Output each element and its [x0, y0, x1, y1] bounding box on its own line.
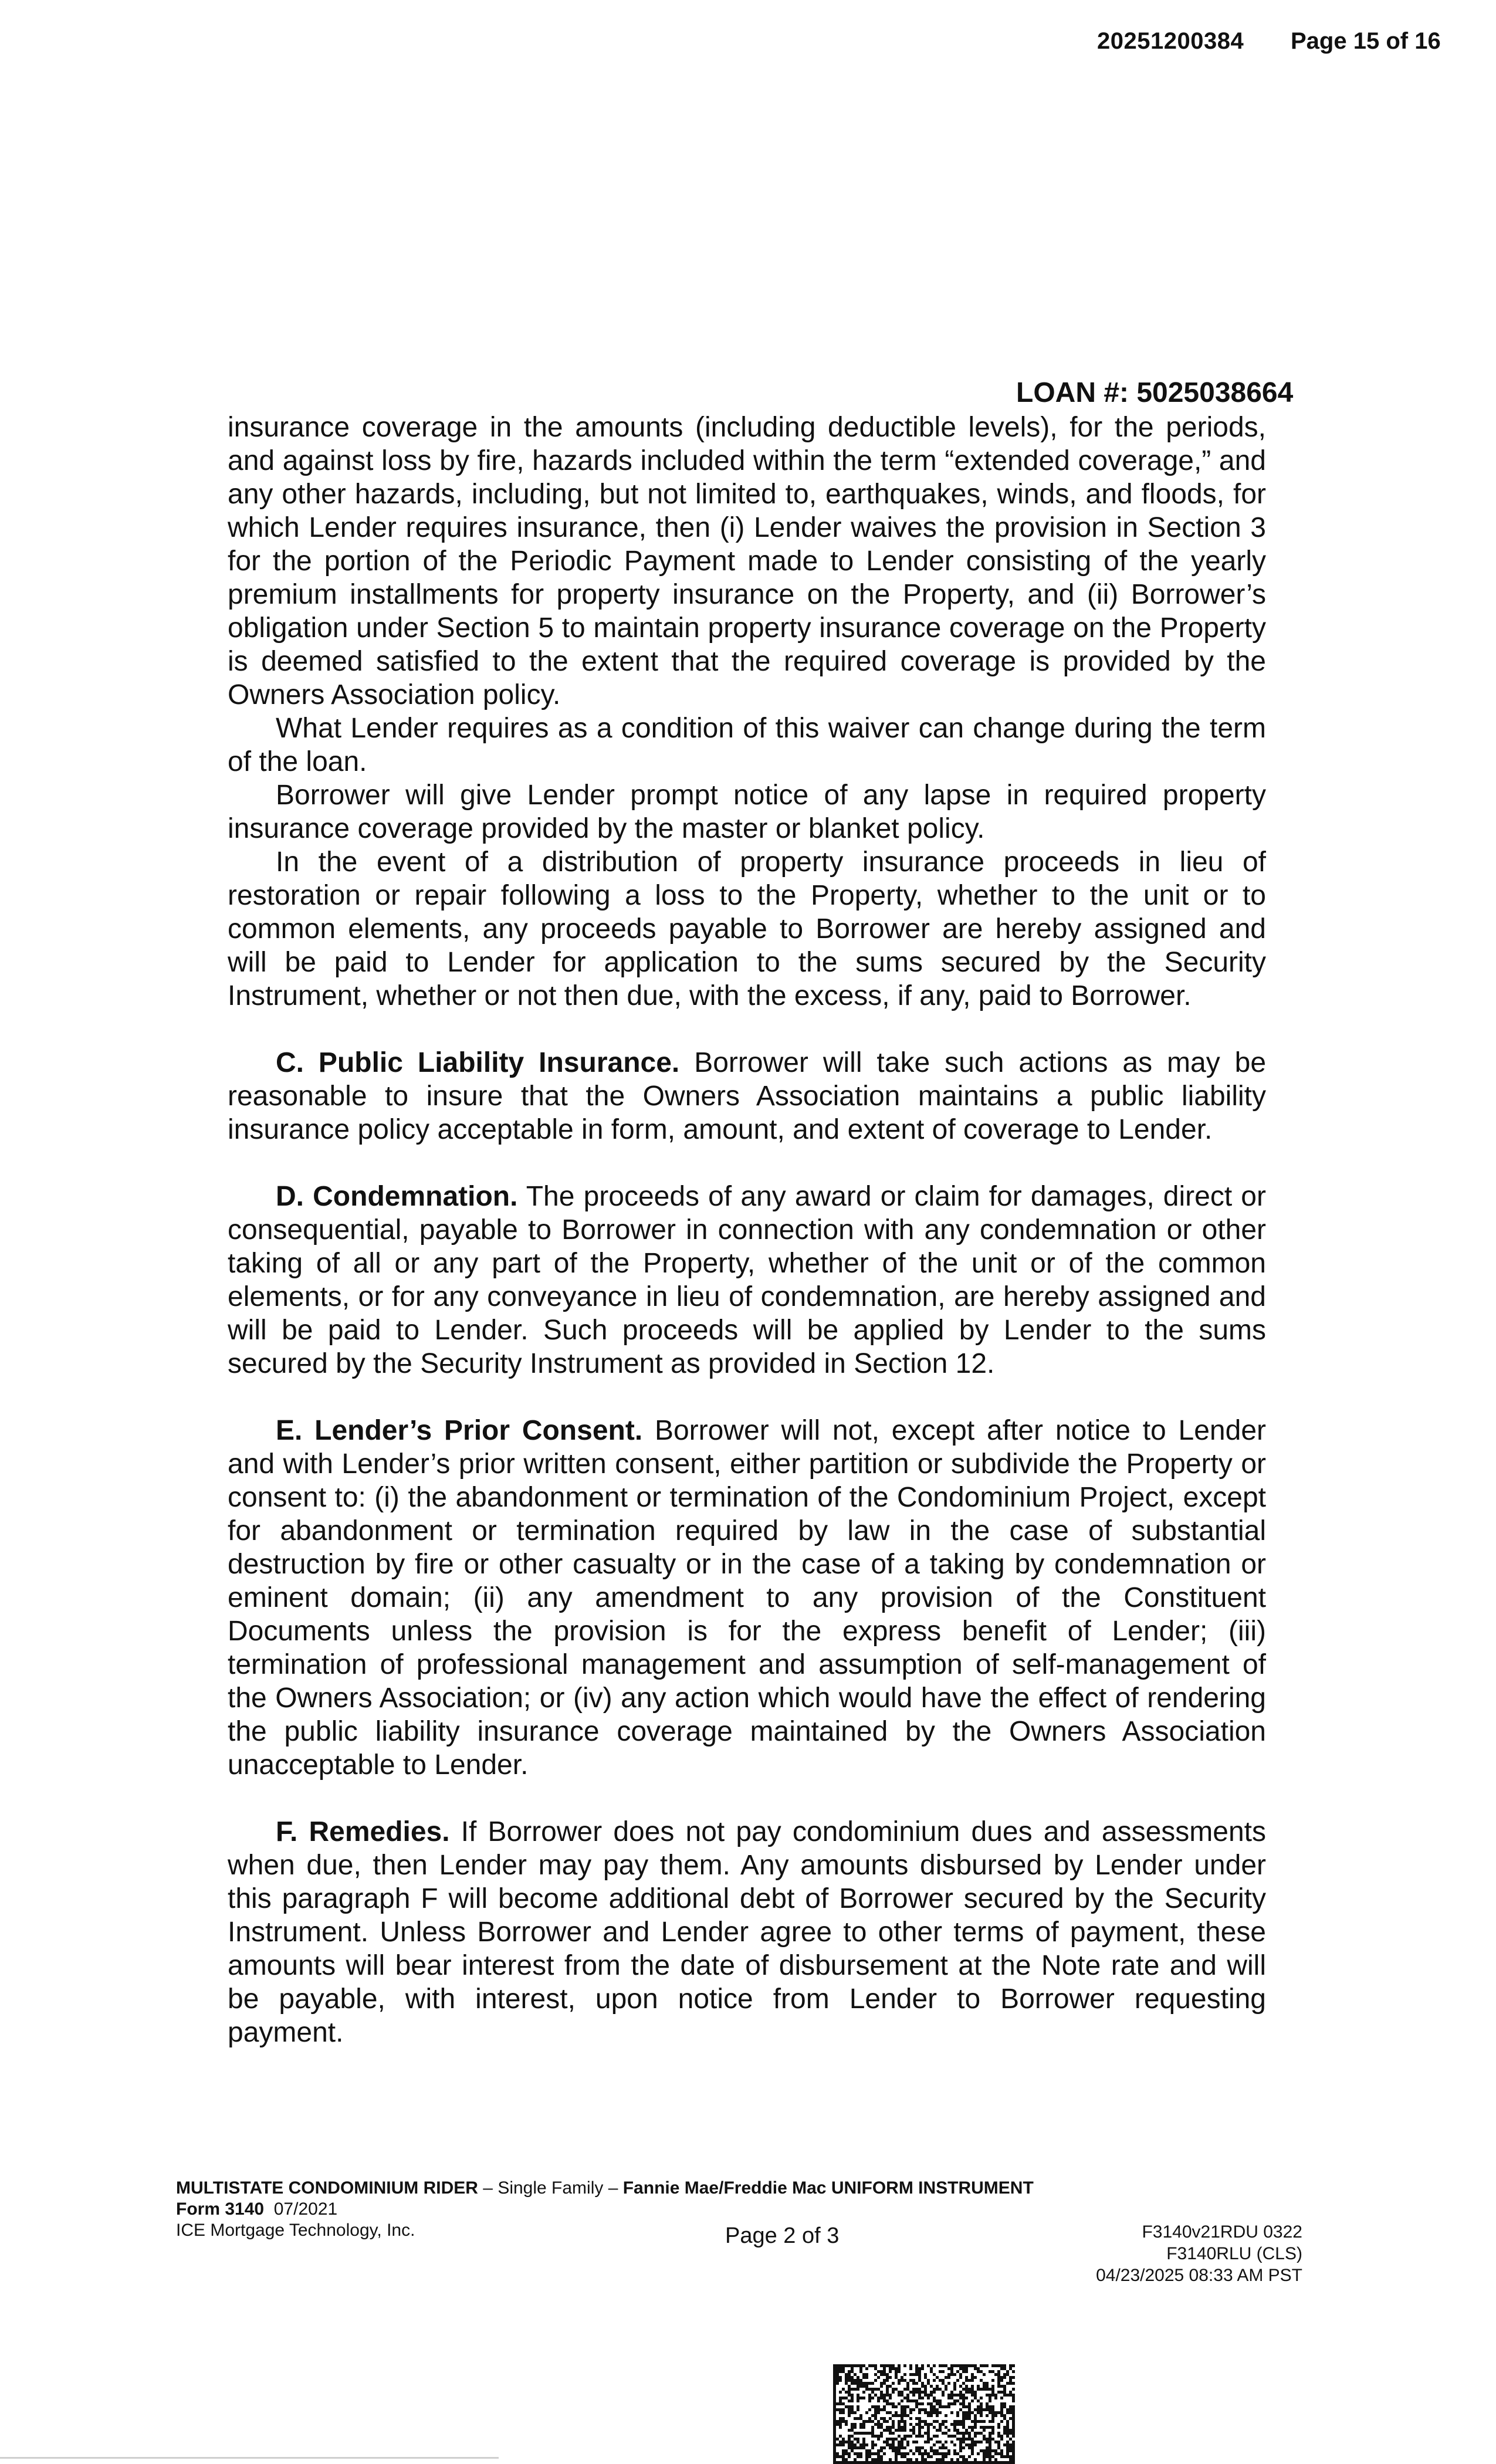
section-e-text: Borrower will not, except after notice to Lender and with Lender’s prior written consent, either partition or subdivide the Property or consent to: (i) the abandonment or termination of the Condominium Project, except for abandonment or termination required by law in the case of substantial destruction by fire or other casualty or in the case of a taking by condemnation or eminent domain; (ii) any amendment to any provision of the Constituent Documents unless the provision is for the express benefit of Lender; (iii) termination of professional management and assumption of self-management of the Owners Association; or (iv) any action which would have the effect of rendering the public liability insurance coverage maintained by the Owners Association unacceptable to Lender.	[228, 1415, 1267, 1781]
section-e-prior-consent	[228, 1414, 1266, 1782]
paragraph-waiver-condition: What Lender requires as a condition of this waiver can change during the term of the loan.	[228, 713, 1266, 777]
section-d-condemnation	[228, 1180, 1266, 1380]
section-d-text: The proceeds of any award or claim for damages, direct or consequential, payable to Borrower in connection with any condemnation or other taking of all or any part of the Property, whether of the unit or of the common elements, or for any conveyance in lieu of condemnation, are hereby assigned and will be paid to Lender. Such proceeds will be applied by Lender to the sums secured by the Security Instrument as provided in Section 12.	[228, 1181, 1266, 1379]
recording-number: 20251200384	[1097, 28, 1244, 54]
footer-rider-type: Single Family	[497, 2178, 604, 2198]
footer-rider-title: MULTISTATE CONDOMINIUM RIDER	[176, 2178, 478, 2198]
loan-number: LOAN #: 5025038664	[1016, 377, 1294, 408]
paragraph-lapse-notice: Borrower will give Lender prompt notice of any lapse in required property insurance coverage provided by the master or blanket policy.	[228, 780, 1266, 844]
section-f-heading: F. Remedies.	[276, 1816, 450, 1847]
section-d-heading: D. Condemnation.	[276, 1181, 518, 1212]
section-f-text: If Borrower does not pay condominium dues and assessments when due, then Lender may pay them. Any amounts disbursed by Lender under this paragraph F will become additional debt of Borrower secured by the Security Instrument. Unless Borrower and Lender agree to other terms of payment, these amounts will bear interest from the date of disbursement at the Note rate and will be payable, with interest, upon notice from Lender to Borrower requesting payment.	[228, 1816, 1266, 2048]
section-c-heading: C. Public Liability Insurance.	[276, 1047, 680, 1078]
footer-rider-instrument: Fannie Mae/Freddie Mac UNIFORM INSTRUMENT	[622, 2178, 1034, 2198]
footer-form-date: 07/2021	[273, 2199, 338, 2219]
footer-company: ICE Mortgage Technology, Inc.	[176, 2221, 415, 2240]
footer-form-line	[176, 2199, 1034, 2220]
footer-codes	[1009, 2221, 1302, 2286]
document-body	[228, 411, 1266, 2049]
paragraph-insurance-continued: insurance coverage in the amounts (including deductible levels), for the periods, and against loss by fire, hazards included within the term “extended coverage,” and any other hazards, including, but not limited to, earthquakes, winds, and floods, for which Lender requires insurance, then (i) Lender waives the provision in Section 3 for the portion of the Periodic Payment made to Lender consisting of the yearly premium installments for property insurance on the Property, and (ii) Borrower’s obligation under Section 5 to maintain property insurance coverage on the Property is deemed satisfied to the extent that the required coverage is provided by the Owners Association policy.	[228, 412, 1266, 710]
footer-code-2: F3140RLU (CLS)	[1166, 2244, 1302, 2263]
footer-rider-sep1: –	[478, 2178, 498, 2198]
paragraph-proceeds-distribution: In the event of a distribution of property insurance proceeds in lieu of restoration or repair following a loss to the Property, whether to the unit or to common elements, any proceeds payable to Borrower are hereby assigned and will be paid to Lender for application to the sums secured by the Security Instrument, whether or not then due, with the excess, if any, paid to Borrower.	[228, 847, 1266, 1011]
section-c-public-liability	[228, 1046, 1266, 1146]
footer-page-number: Page 2 of 3	[725, 2223, 840, 2248]
footer-form-info	[176, 2178, 1034, 2241]
section-c-text: Borrower will take such actions as may be reasonable to insure that the Owners Association maintains a public liability insurance policy acceptable in form, amount, and extent of coverage to Lender.	[228, 1047, 1267, 1145]
recording-page-label: Page 15 of 16	[1291, 28, 1441, 54]
footer-code-1: F3140v21RDU 0322	[1142, 2222, 1302, 2242]
footer-rider-line	[176, 2178, 1034, 2199]
scan-edge-line	[0, 2457, 499, 2459]
section-e-heading: E. Lender’s Prior Consent.	[276, 1415, 643, 1446]
footer-form-number: Form 3140	[176, 2199, 265, 2219]
section-f-remedies	[228, 1815, 1266, 2049]
footer-rider-sep2: –	[603, 2178, 623, 2198]
footer-timestamp: 04/23/2025 08:33 AM PST	[1096, 2266, 1302, 2285]
2d-barcode-icon	[833, 2364, 1015, 2464]
